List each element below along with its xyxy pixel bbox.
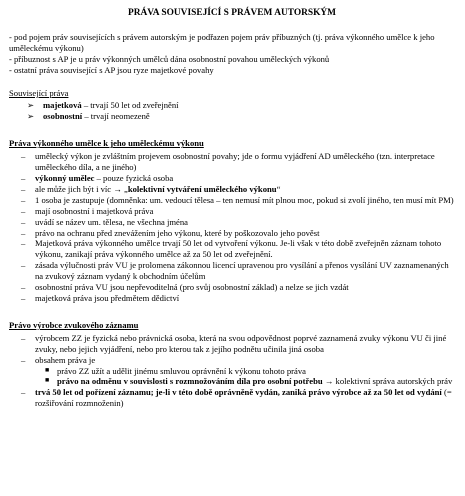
list-item — [9, 387, 455, 409]
item-text: – trvají neomezeně — [82, 111, 150, 122]
intro-line: - příbuznost s AP je u práv výkonných umělců dána osobnostní povahou uměleckých výkonů — [9, 53, 330, 64]
item-text: “ — [276, 183, 281, 194]
related-list — [9, 100, 455, 122]
section-heading-producer: Právo výrobce zvukového záznamu — [9, 319, 139, 330]
arrow-bullet-icon: ➢ — [27, 111, 35, 122]
dash-bullet-icon: – — [21, 292, 26, 303]
producer-list — [9, 333, 455, 409]
item-text: kolektivní vytváření uměleckého výkonu — [127, 183, 277, 194]
item-text: obsahem práva je — [35, 354, 96, 365]
item-text: (= rozšiřování rozmnoženin) — [35, 387, 452, 409]
dash-bullet-icon: – — [21, 205, 26, 216]
item-text: výkonný umělec — [35, 173, 95, 183]
intro-line: - pod pojem práv souvisejících s právem autorským je podřazen pojem práv příbuzných (tj. práva výkonného umělce k jeho uměleckému výkonu) — [9, 31, 435, 53]
list-item — [9, 238, 455, 260]
item-text: mají osobnostní i majetková práva — [35, 205, 154, 216]
dash-bullet-icon: – — [21, 183, 26, 194]
item-label: majetková — [43, 100, 82, 111]
item-text: Majetková práva výkonného umělce trvají 50 let od vytvoření výkonu. Je-li však v této době zveřejněn záznam tohoto výkonu, zanikají práva výkonného umělce až za 50 let od zveřejnění. — [35, 238, 442, 260]
list-item — [9, 293, 455, 304]
dash-bullet-icon: – — [21, 282, 26, 293]
item-text: → kolektivní správa autorských práv — [322, 376, 453, 387]
performer-list — [9, 151, 455, 304]
dash-bullet-icon: – — [21, 151, 26, 162]
dash-bullet-icon: – — [21, 173, 26, 183]
item-text: 1 osoba je zastupuje (domněnka: um. vedoucí tělesa – ten nemusí mít plnou moc, pokud si zvolí jiného, ten musí mít PM) — [35, 194, 454, 205]
sub-list-item — [9, 366, 455, 377]
sub-list-item — [9, 376, 455, 387]
list-item — [9, 195, 455, 206]
item-text: uvádí se název um. tělesa, ne všechna jména — [35, 216, 188, 227]
square-bullet-icon: ■ — [45, 376, 50, 385]
dash-bullet-icon: – — [21, 227, 26, 238]
item-text: – pouze fyzická osoba — [94, 173, 174, 183]
dash-bullet-icon: – — [21, 260, 26, 271]
intro-line: - ostatní práva související s AP jsou ryze majetkové povahy — [9, 64, 214, 75]
list-item — [9, 282, 455, 293]
list-item — [9, 100, 455, 111]
arrow-bullet-icon: ➢ — [27, 100, 35, 111]
list-item — [9, 206, 455, 217]
item-text: – trvají 50 let od zveřejnění — [81, 100, 179, 111]
square-bullet-icon: ■ — [45, 365, 50, 374]
sub-list — [9, 366, 455, 388]
list-item — [9, 111, 455, 122]
item-text: zásada výlučnosti práv VU je prolomena zákonnou licencí upravenou pro vysílání a přenos vysílání UV zaznamenaných na zvukový záznam vydaný k obchodním účelům — [35, 260, 449, 282]
dash-bullet-icon: – — [21, 194, 26, 205]
item-text: majetková práva jsou předmětem dědictví — [35, 292, 180, 303]
item-text: právo ZZ užít a udělit jinému smluvou oprávnění k výkonu tohoto práva — [57, 365, 306, 376]
item-text: právo na ochranu před znevážením jeho výkonu, které by poškozovalo jeho pověst — [35, 227, 320, 238]
list-item — [9, 228, 455, 239]
dash-bullet-icon: – — [21, 354, 26, 365]
section-heading-performer: Práva výkonného umělce k jeho uměleckému výkonu — [9, 138, 204, 149]
list-item — [9, 151, 455, 173]
item-text: osobnostní práva VU jsou nepřevoditelná (pro svůj osobnostní základ) a nelze se jich vzdát — [35, 282, 349, 293]
list-item — [9, 260, 455, 282]
item-text: trvá 50 let od pořízení záznamu; je-li v této době oprávněně vydán, zaniká právo výrobce až za 50 let od vydání — [35, 387, 442, 398]
item-label: osobnostní — [43, 111, 83, 122]
item-text: umělecký výkon je zvláštním projevem osobnostní povahy; jde o formu vyjádření AD uměleckého (tzn. interpretace uměleckého díla, a ne jiného) — [35, 151, 435, 173]
section-heading-related: Související práva — [9, 87, 69, 98]
page-title: PRÁVA SOUVISEJÍCÍ S PRÁVEM AUTORSKÝM — [127, 8, 337, 18]
dash-bullet-icon: – — [21, 332, 26, 343]
intro-block — [9, 32, 455, 76]
item-text: výrobcem ZZ je fyzická nebo právnická osoba, která na svou odpovědnost poprvé zaznamená zvuky výkonu VU či jiné zvuky, nebo jejich vyjádření, nebo pro kterou tak z jejího podnětu učinila jiná osoba — [35, 332, 447, 354]
list-item — [9, 184, 455, 195]
item-text: ale může jich být i víc → „ — [35, 183, 128, 194]
dash-bullet-icon: – — [21, 238, 26, 249]
dash-bullet-icon: – — [21, 387, 26, 398]
item-text: právo na odměnu v souvislosti s rozmnožováním díla pro osobní potřebu — [57, 376, 323, 387]
list-item — [9, 333, 455, 355]
list-item — [9, 173, 455, 184]
list-item — [9, 217, 455, 228]
dash-bullet-icon: – — [21, 216, 26, 227]
list-item — [9, 355, 455, 366]
